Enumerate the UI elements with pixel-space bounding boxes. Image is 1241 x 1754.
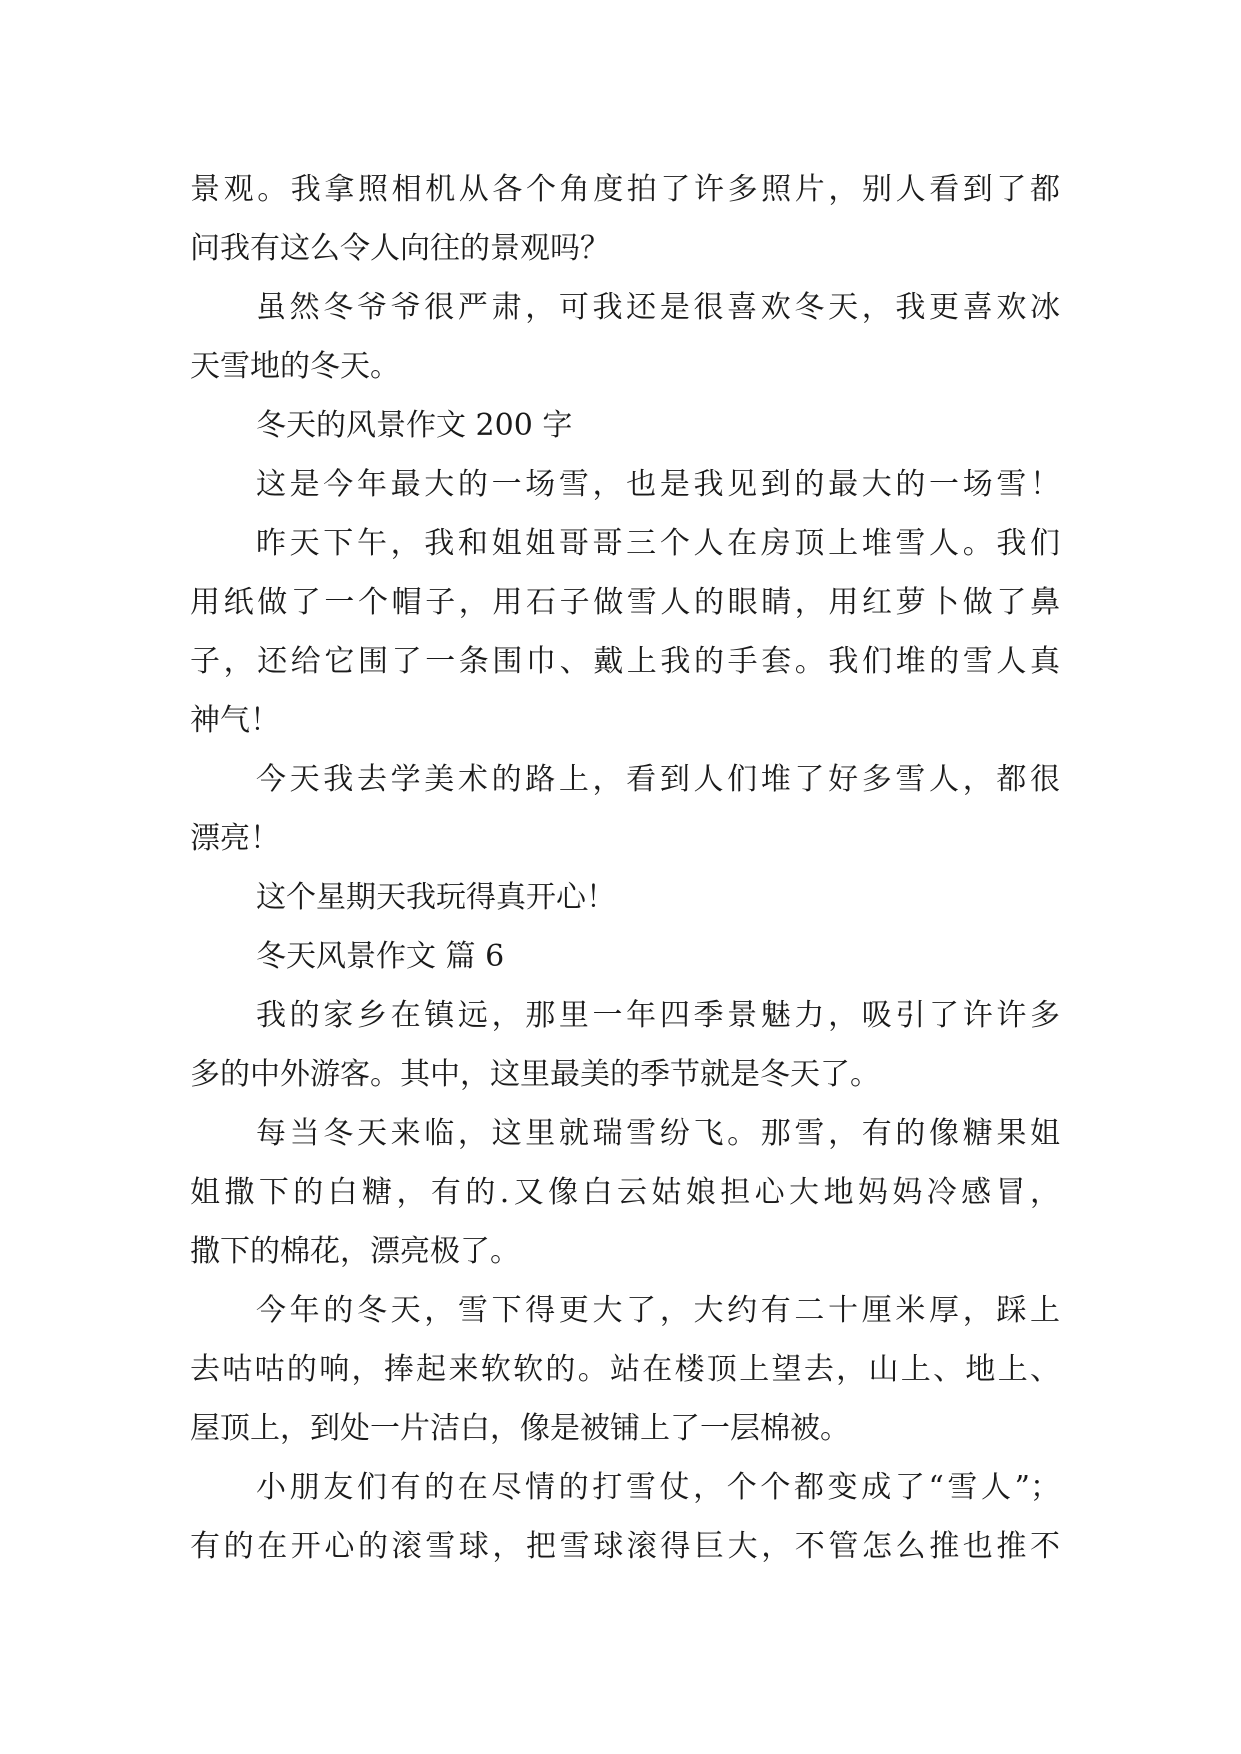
text-line: 屋顶上，到处一片洁白，像是被铺上了一层棉被。 — [190, 1411, 850, 1446]
text-line: 问我有这么令人向往的景观吗？ — [190, 231, 610, 266]
text-line: 天雪地的冬天。 — [190, 349, 400, 384]
text-line: 有的在开心的滚雪球，把雪球滚得巨大，不管怎么推也推不 — [190, 1529, 1060, 1564]
text-line: 用纸做了一个帽子，用石子做雪人的眼睛，用红萝卜做了鼻 — [190, 585, 1060, 620]
text-line: 我的家乡在镇远，那里一年四季景魅力，吸引了许许多 — [256, 998, 1060, 1033]
section-heading: 冬天的风景作文 200 字 — [256, 408, 573, 443]
text-line: 今年的冬天，雪下得更大了，大约有二十厘米厚，踩上 — [256, 1293, 1060, 1328]
text-line: 多的中外游客。其中，这里最美的季节就是冬天了。 — [190, 1057, 880, 1092]
text-line: 漂亮！ — [190, 821, 280, 856]
text-line: 去咕咕的响，捧起来软软的。站在楼顶上望去，山上、地上、 — [190, 1352, 1060, 1387]
text-line: 虽然冬爷爷很严肃，可我还是很喜欢冬天，我更喜欢冰 — [256, 290, 1060, 325]
text-line: 每当冬天来临，这里就瑞雪纷飞。那雪，有的像糖果姐 — [256, 1116, 1060, 1151]
text-line: 姐撒下的白糖，有的.又像白云姑娘担心大地妈妈冷感冒， — [190, 1175, 1060, 1210]
text-line: 这是今年最大的一场雪，也是我见到的最大的一场雪！ — [256, 467, 1060, 502]
text-line: 景观。我拿照相机从各个角度拍了许多照片，别人看到了都 — [190, 172, 1060, 207]
text-line: 小朋友们有的在尽情的打雪仗，个个都变成了“雪人”； — [256, 1470, 1060, 1505]
text-line: 撒下的棉花，漂亮极了。 — [190, 1234, 520, 1269]
section-heading: 冬天风景作文 篇 6 — [256, 939, 505, 974]
text-line: 今天我去学美术的路上，看到人们堆了好多雪人，都很 — [256, 762, 1060, 797]
text-line: 这个星期天我玩得真开心！ — [256, 880, 616, 915]
text-line: 昨天下午，我和姐姐哥哥三个人在房顶上堆雪人。我们 — [256, 526, 1060, 561]
text-line: 神气！ — [190, 703, 280, 738]
text-line: 子，还给它围了一条围巾、戴上我的手套。我们堆的雪人真 — [190, 644, 1060, 679]
